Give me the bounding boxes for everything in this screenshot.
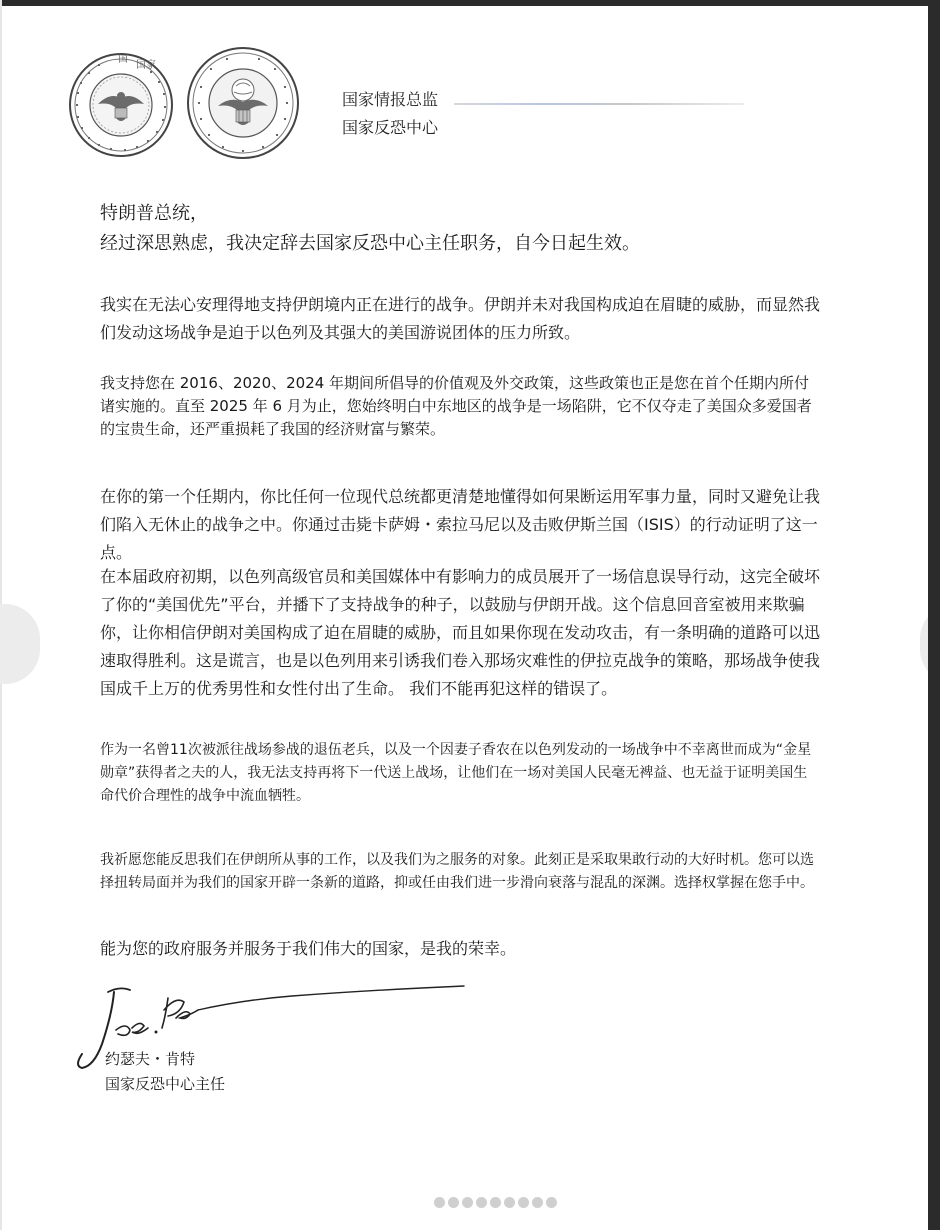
page-dot[interactable] bbox=[434, 1197, 445, 1208]
header-divider bbox=[454, 103, 744, 105]
odni-seal-icon bbox=[68, 52, 174, 158]
page-dot[interactable] bbox=[518, 1197, 529, 1208]
org-line-nctc: 国家反恐中心 bbox=[342, 118, 439, 137]
paragraph-4: 在本届政府初期，以色列高级官员和美国媒体中有影响力的成员展开了一场信息误导行动，这完全破坏了你的“美国优先”平台，并播下了支持战争的种子，以鼓励与伊朗开战。这个信息回音室被用来欺骗你，让你相信伊朗对美国构成了迫在眉睫的威胁，而且如果你现在发动攻击，有一条明确的道路可以迅速取得胜利。这是谎言，也是以色列用来引诱我们卷入那场灾难性的伊拉克战争的策略，那场战争使我国成千上万的优秀男性和女性付出了生命。 我们不能再犯这样的错误了。 bbox=[100, 567, 821, 698]
seal-caption-1: 国 bbox=[118, 54, 128, 65]
page-dot[interactable] bbox=[476, 1197, 487, 1208]
page-dot[interactable] bbox=[504, 1197, 515, 1208]
salutation: 特朗普总统， bbox=[100, 203, 208, 224]
nctc-seal-icon bbox=[186, 46, 300, 160]
paragraph-3: 在你的第一个任期内，你比任何一位现代总统都更清楚地懂得如何果断运用军事力量，同时又避免让我们陷入无休止的战争之中。你通过击毙卡萨姆・索拉马尼以及击败伊斯兰国（ISIS）的行动证明了这一点。 bbox=[100, 487, 821, 562]
previous-page-button[interactable] bbox=[0, 604, 40, 684]
signer-name: 约瑟夫・肯特 bbox=[105, 1050, 196, 1068]
paragraph-1: 我实在无法心安理得地支持伊朗境内正在进行的战争。伊朗并未对我国构成迫在眉睫的威胁，而显然我们发动这场战争是迫于以色列及其强大的美国游说团体的压力所致。 bbox=[100, 295, 821, 342]
paragraph-2: 我支持您在 2016、2020、2024 年期间所倡导的价值观及外交政策，这些政策也正是您在首个任期内所付诸实施的。直至 2025 年 6 月为止，您始终明白中东地区的战争是一场陷阱，它不仅夺走了美国众多爱国者的宝贵生命，还严重损耗了我国的经济财富与繁荣。 bbox=[100, 374, 812, 438]
page-indicator bbox=[434, 1197, 557, 1208]
closing-paragraph: 能为您的政府服务并服务于我们伟大的国家，是我的荣幸。 bbox=[100, 939, 517, 958]
page-dot[interactable] bbox=[546, 1197, 557, 1208]
paragraph-6: 我祈愿您能反思我们在伊朗所从事的工作，以及我们为之服务的对象。此刻正是采取果敢行动的大好时机。您可以选择扭转局面并为我们的国家开辟一条新的道路，抑或任由我们进一步滑向衰落与混乱的深渊。选择权掌握在您手中。 bbox=[100, 852, 814, 891]
org-line-dni: 国家情报总监 bbox=[342, 90, 439, 109]
page-dot[interactable] bbox=[462, 1197, 473, 1208]
page-dot[interactable] bbox=[532, 1197, 543, 1208]
window-right-border bbox=[928, 0, 940, 1230]
paragraph-5: 作为一名曾11次被派往战场参战的退伍老兵，以及一个因妻子香农在以色列发动的一场战争中不幸离世而成为“金星勋章”获得者之夫的人，我无法支持再将下一代送上战场，让他们在一场对美国人民毫无裨益、也无益于证明美国生命代价合理性的战争中流血牺牲。 bbox=[100, 742, 812, 804]
page-dot[interactable] bbox=[490, 1197, 501, 1208]
letter-page bbox=[14, 6, 926, 1230]
signer-title: 国家反恐中心主任 bbox=[105, 1075, 226, 1093]
resignation-statement: 经过深思熟虑，我决定辞去国家反恐中心主任职务，自今日起生效。 bbox=[100, 233, 640, 254]
seal-caption-2: 国家 bbox=[136, 60, 156, 71]
page-dot[interactable] bbox=[448, 1197, 459, 1208]
